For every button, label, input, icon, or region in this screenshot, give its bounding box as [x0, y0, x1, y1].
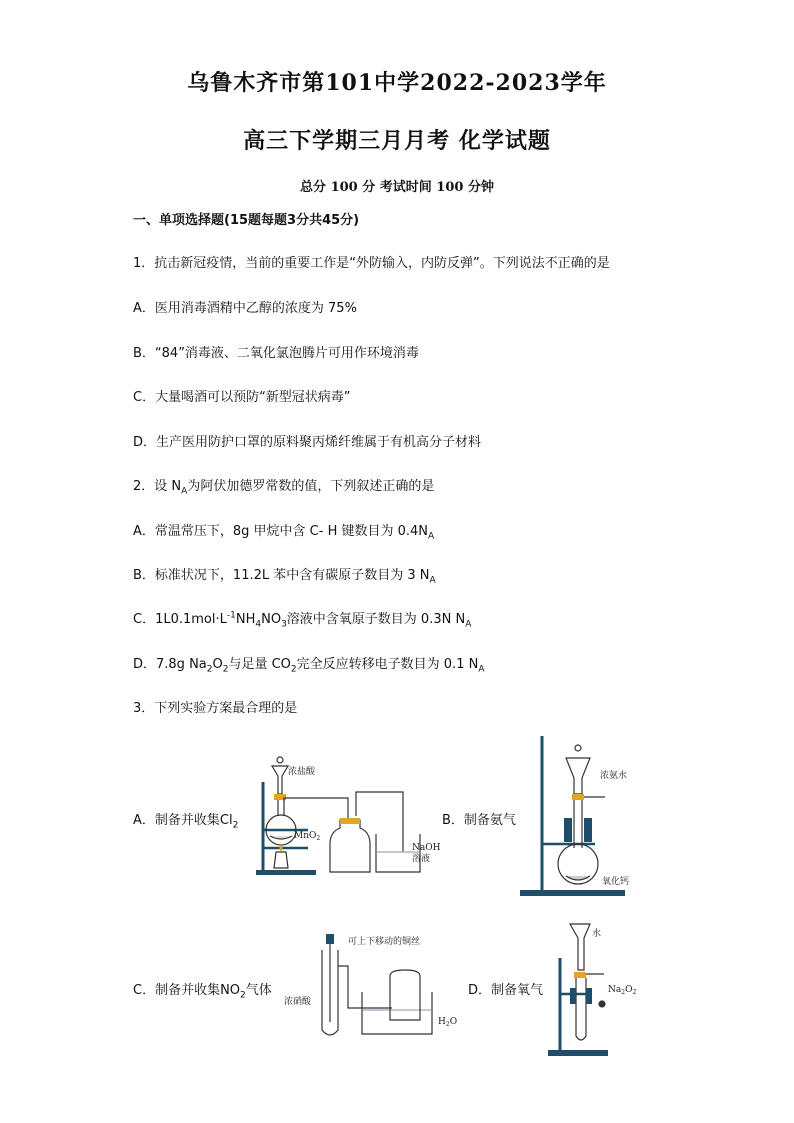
q3-option-b-label: B．制备氨气: [442, 813, 516, 828]
q2-option-a: A．常温常压下，8g 甲烷中含 C- H 键数目为 $0.4N_A$: [133, 524, 435, 542]
fig-b-reagent-label: 浓氨水: [600, 771, 628, 781]
q3-option-d-label: D．制备氧气: [468, 983, 544, 998]
fig-d-solid-label: $Na_2O_2$: [608, 985, 637, 996]
q3-option-a-label: A．制备并收集$Cl_2$: [133, 813, 239, 831]
figure-d-apparatus: [548, 918, 658, 1058]
q2-option-c: C．$1L0.1mol\cdot L^{-1}NH_4NO_3$溶液中含氧原子数目为 0.3N $N_A$: [133, 610, 472, 630]
q1-stem: 1．抗击新冠疫情，当前的重要工作是“外防输入，内防反弹”。下列说法不正确的是: [133, 256, 610, 271]
q2-option-d: D．7.8g $Na_2O_2$与足量 $CO_2$完全反应转移电子数目为 0.1 $N_A$: [133, 657, 485, 675]
section-heading: 一、单项选择题(15题每题3分共45分): [133, 213, 360, 228]
fig-c-wire-label: 可上下移动的铜丝: [348, 937, 421, 947]
fig-a-naoh-label: NaOH: [412, 843, 441, 853]
fig-a-acid-label: 浓盐酸: [288, 767, 316, 777]
q1-option-b: B．“84”消毒液、二氧化氯泡腾片可用作环境消毒: [133, 346, 419, 361]
fig-a-solid-label: MnO$_2$: [294, 831, 321, 842]
figure-a-apparatus: [248, 752, 448, 877]
q1-option-d: D．生产医用防护口罩的原料聚丙烯纤维属于有机高分子材料: [133, 435, 482, 450]
q3-option-c-label: C．制备并收集$NO_2$气体: [133, 983, 272, 1001]
exam-subtitle: 总分 100 分 考试时间 100 分钟: [300, 180, 494, 195]
q1-option-a: A．医用消毒酒精中乙醇的浓度为 75%: [133, 301, 357, 316]
exam-title-line2: 高三下学期三月月考 化学试题: [243, 128, 551, 154]
q2-stem: 2．设 $N_A$为阿伏加德罗常数的值，下列叙述正确的是: [133, 479, 435, 497]
exam-title-line1: 乌鲁木齐市第101中学2022-2023学年: [187, 70, 607, 96]
q2-option-b: B．标准状况下，11.2L 苯中含有碳原子数目为 3 $N_A$: [133, 568, 436, 586]
figure-c-apparatus: [282, 930, 482, 1050]
q1-option-c: C．大量喝酒可以预防“新型冠状病毒”: [133, 390, 351, 405]
figure-b-apparatus: [520, 734, 670, 899]
q3-stem: 3．下列实验方案最合理的是: [133, 701, 298, 716]
fig-b-solid-label: 氧化钙: [602, 877, 630, 887]
fig-c-acid-label: 浓硝酸: [284, 997, 312, 1007]
fig-c-water-label: $H_2O$: [438, 1017, 458, 1028]
fig-d-water-label: 水: [592, 929, 602, 939]
fig-a-naoh-label2: 溶液: [412, 854, 431, 864]
